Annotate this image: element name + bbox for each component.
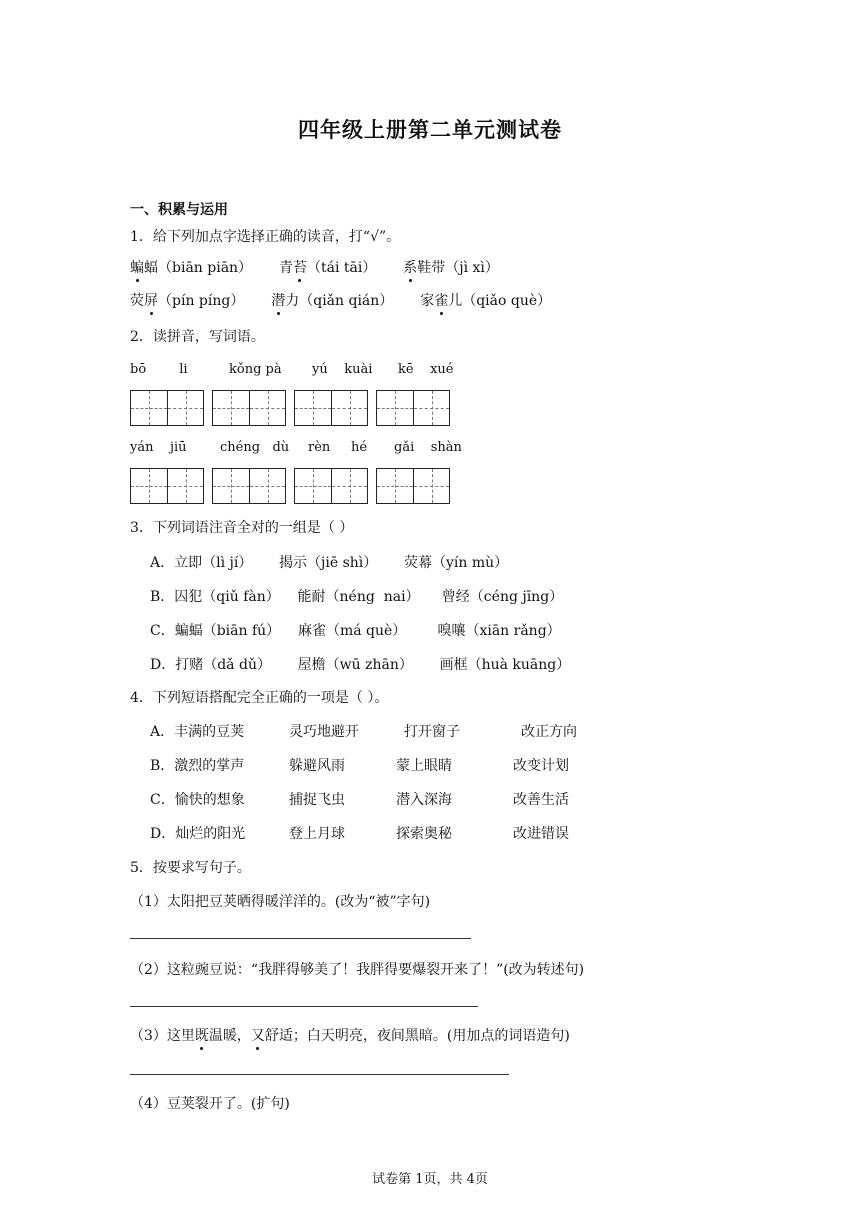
q5-sentence-1: （1）太阳把豆荚晒得暖洋洋的。(改为“被”字句) — [130, 894, 431, 910]
q2-stem: 2．读拼音，写词语。 — [130, 329, 265, 345]
phrase: B．激烈的掌声 — [150, 758, 245, 774]
phrase: 捕捉飞虫 — [289, 792, 345, 808]
q3-option-b[interactable]: B．囚犯（qiǔ fàn） 能耐（néng nai） 曾经（céng jīng） — [150, 589, 564, 605]
phrase: 改正方向 — [521, 724, 577, 740]
q4-option-a[interactable] — [150, 721, 610, 741]
pinyin-label: yú kuài — [312, 362, 373, 377]
q3-stem: 3．下列词语注音全对的一组是（ ） — [130, 520, 354, 536]
page-footer: 试卷第 1页，共 4页 — [372, 1172, 488, 1187]
phrase: 改变计划 — [513, 758, 569, 774]
answer-line-3[interactable] — [130, 1074, 509, 1075]
section-heading: 一、积累与运用 — [130, 202, 228, 218]
writing-box[interactable] — [212, 390, 286, 426]
pinyin-label: bō li — [130, 362, 188, 377]
q1-row1 — [130, 257, 499, 277]
writing-box[interactable] — [294, 468, 368, 504]
writing-box[interactable] — [294, 390, 368, 426]
q1-item-3: 系鞋带（jì xì） — [403, 260, 499, 276]
writing-box[interactable] — [130, 468, 204, 504]
pinyin-label: gǎi shàn — [394, 440, 462, 455]
dotted-char: 既 — [195, 1025, 209, 1045]
q3-option-d[interactable]: D．打赌（dǎ dǔ） 屋檐（wū zhān） 画框（huà kuāng） — [150, 657, 571, 673]
phrase: 改进错误 — [513, 826, 569, 842]
q1-item-4: 荧屏（pín píng） — [130, 293, 244, 309]
q5-sentence-4: （4）豆荚裂开了。(扩句) — [130, 1096, 290, 1112]
q1-item-6: 家雀儿（qiǎo què） — [420, 293, 551, 309]
answer-line-1[interactable] — [130, 938, 471, 939]
pinyin-label: yán jiū — [130, 440, 187, 455]
phrase: 蒙上眼睛 — [396, 758, 452, 774]
writing-box[interactable] — [130, 390, 204, 426]
phrase: C．愉快的想象 — [150, 792, 245, 808]
phrase: 改善生活 — [513, 792, 569, 808]
phrase: A．丰满的豆荚 — [150, 724, 245, 740]
phrase: 探索奥秘 — [396, 826, 452, 842]
phrase: 灵巧地避开 — [289, 724, 359, 740]
pinyin-label: kē xué — [398, 362, 454, 377]
q4-option-c[interactable] — [150, 789, 610, 809]
q1-item-5: 潜力（qiǎn qián） — [271, 293, 393, 309]
q3-option-c[interactable]: C．蝙蝠（biān fú） 麻雀（má què） 嗅嚷（xiān rǎng） — [150, 623, 561, 639]
writing-grid-row-2 — [130, 468, 450, 504]
phrase: 潜入深海 — [396, 792, 452, 808]
writing-box[interactable] — [376, 468, 450, 504]
q3-option-a[interactable]: A．立即（lì jí） 揭示（jiē shì） 荧幕（yín mù） — [150, 555, 509, 571]
q1-row2 — [130, 290, 551, 310]
pinyin-label: kǒng pà — [229, 362, 282, 377]
pinyin-label: rèn hé — [308, 440, 368, 455]
q5-stem: 5．按要求写句子。 — [130, 860, 251, 876]
phrase: 打开窗子 — [404, 724, 460, 740]
q4-stem: 4．下列短语搭配完全正确的一项是（ ）。 — [130, 690, 389, 706]
dotted-char: 又 — [251, 1025, 265, 1045]
q5-sentence-2: （2）这粒豌豆说：“我胖得够美了！我胖得要爆裂开来了！”(改为转述句) — [130, 962, 585, 978]
pinyin-label: chéng dù — [220, 440, 290, 455]
q1-stem: 1．给下列加点字选择正确的读音，打“√”。 — [130, 229, 401, 245]
q1-item-1: 蝙蝠（biān piān） — [130, 260, 252, 276]
answer-line-2[interactable] — [130, 1006, 478, 1007]
phrase: 登上月球 — [289, 826, 345, 842]
page-title: 四年级上册第二单元测试卷 — [298, 117, 562, 142]
q5-sentence-3: （3）这里既温暖，又舒适；白天明亮，夜间黑暗。(用加点的词语造句) — [130, 1025, 570, 1045]
q1-item-2: 青苔（tái tāi） — [279, 260, 376, 276]
phrase: D．灿烂的阳光 — [150, 826, 246, 842]
writing-box[interactable] — [212, 468, 286, 504]
phrase: 躲避风雨 — [289, 758, 345, 774]
q4-option-b[interactable] — [150, 755, 610, 775]
q4-option-d[interactable] — [150, 823, 610, 843]
writing-box[interactable] — [376, 390, 450, 426]
writing-grid-row-1 — [130, 390, 450, 426]
